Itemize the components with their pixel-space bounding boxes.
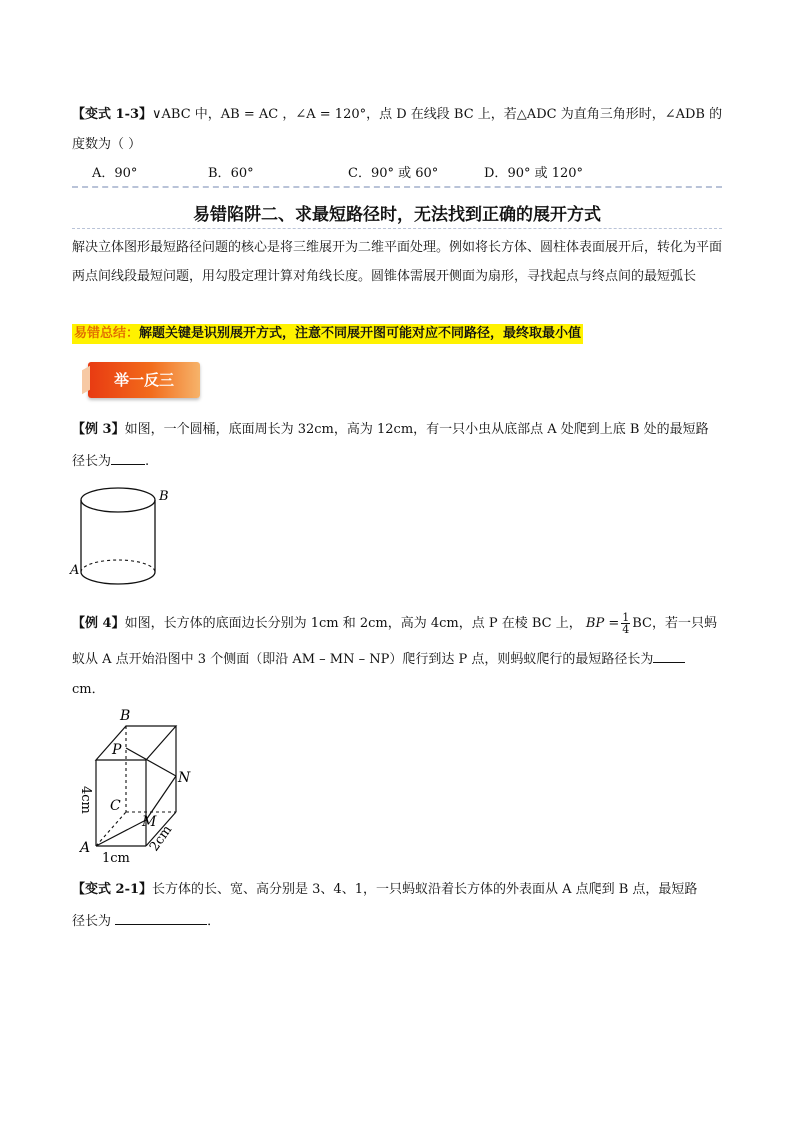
cuboid-top-face	[96, 726, 176, 760]
cylinder-top-ellipse	[81, 488, 155, 512]
summary-text: 解题关键是识别展开方式，注意不同展开图可能对应不同路径，最终取最小值	[139, 326, 582, 341]
example4-line2: 蚁从 A 点开始沿图中 3 个侧面（即沿 AM – MN – NP）爬行到达 P 点，则蚂蚁爬行的最短路径长为	[72, 648, 685, 667]
equation-lhs: BP =	[585, 616, 620, 631]
cylinder-bottom-back	[81, 560, 155, 572]
label-a: A	[70, 563, 80, 578]
answer-blank[interactable]	[115, 924, 207, 925]
cylinder-figure	[66, 480, 186, 592]
example3-line2: 径长为 .	[72, 454, 150, 469]
variant-1-3-line2: 度数为（ ）	[72, 137, 142, 152]
fraction-quarter: $\frac{1}{4}$	[622, 611, 630, 636]
path-am	[96, 820, 146, 846]
answer-blank[interactable]	[111, 464, 145, 465]
error-summary	[72, 324, 583, 344]
cuboid-figure	[72, 702, 202, 868]
example3-text: 如图，一个圆桶，底面周长为 32cm，高为 12cm，有一只小虫从底部点 A 处爬到上底 B 处的最短路	[124, 422, 709, 437]
variant-1-3-text: ∨ABC 中，AB = AC ，∠A = 120°，点 D 在线段 BC 上，若△ADC 为直角三角形时，∠ADB 的	[152, 107, 723, 122]
equation-rhs: BC，若一只蚂	[632, 616, 717, 631]
example3-tag: 【例 3】	[72, 422, 125, 437]
variant-2-1-line2: 径长为 ．	[72, 914, 221, 929]
label-depth: 2cm	[146, 822, 176, 855]
choice-b: B．60°	[208, 166, 254, 181]
label-m: M	[142, 814, 157, 830]
path-np	[126, 748, 176, 776]
variant-2-1-text: 长方体的长、宽、高分别是 3、4、1，一只蚂蚁沿着长方体的外表面从 A 点爬到 B 点，最短路	[152, 882, 698, 897]
label-b: B	[120, 708, 131, 724]
cylinder-bottom-front	[81, 572, 155, 584]
label-c: C	[110, 798, 121, 814]
example3-line1	[72, 418, 709, 437]
example4-line3: cm．	[72, 682, 105, 697]
edge-hidden-left	[96, 812, 126, 846]
example4-tag: 【例 4】	[72, 616, 125, 631]
label-p: P	[112, 742, 122, 758]
choice-a: A．90°	[92, 166, 138, 181]
label-width: 1cm	[102, 851, 130, 866]
example4-text-a: 如图，长方体的底面边长分别为 1cm 和 2cm，高为 4cm，点 P 在棱 BC 上，	[124, 616, 582, 631]
choice-d: D．90° 或 120°	[484, 166, 584, 181]
label-height: 4cm	[78, 786, 93, 814]
variant-1-3-line1	[72, 103, 722, 122]
summary-label: 易错总结：	[74, 326, 140, 341]
label-a: A	[80, 840, 91, 856]
choice-c: C．90° 或 60°	[348, 166, 439, 181]
example4-line1	[72, 612, 717, 635]
label-n: N	[178, 770, 191, 786]
variant-2-1-line1	[72, 878, 697, 897]
variant-1-3-tag: 【变式 1-3】	[72, 107, 153, 122]
section-title: 易错陷阱二、求最短路径时，无法找到正确的展开方式	[193, 205, 601, 225]
section-badge	[88, 362, 200, 398]
answer-blank[interactable]	[653, 662, 685, 663]
section-divider-top	[72, 186, 722, 188]
variant-2-1-tag: 【变式 2-1】	[72, 882, 153, 897]
section-divider-bottom	[72, 228, 722, 229]
badge-label: 举一反三	[113, 371, 174, 389]
label-b: B	[159, 489, 169, 504]
section-intro: 解决立体图形最短路径问题的核心是将三维展开为二维平面处理。例如将长方体、圆柱体表面展开后，转化为平面两点间线段最短问题，用勾股定理计算对角线长度。圆锥体需展开侧面为扇形，寻找起点与终点间的最短弧长	[72, 240, 723, 284]
